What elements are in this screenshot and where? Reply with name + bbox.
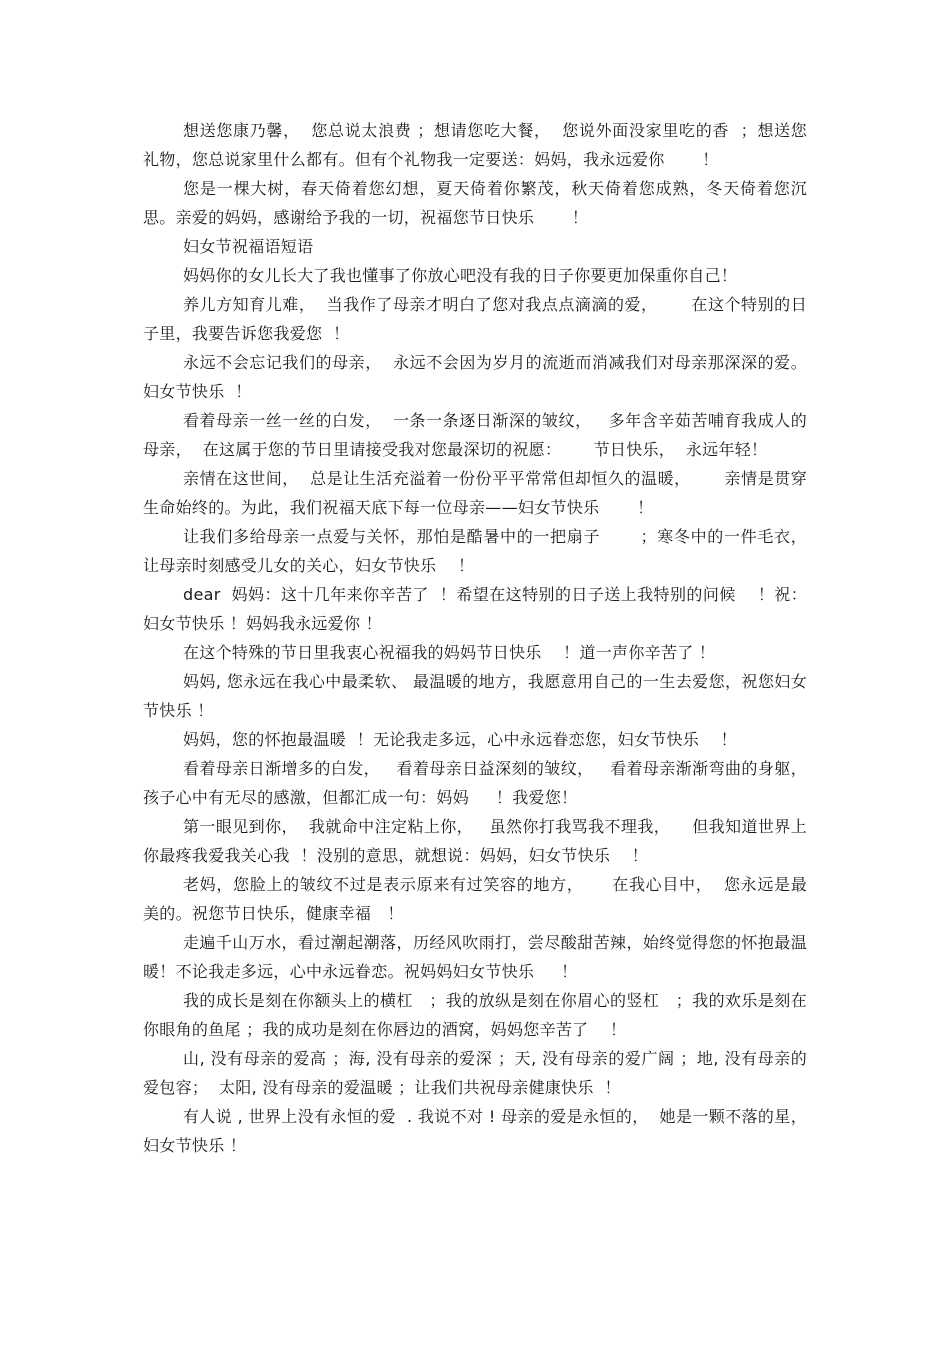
paragraph: 有人说 , 世界上没有永恒的爱 . 我说不对 ! 母亲的爱是永恒的， 她是一颗不落的星，妇女节快乐 ！ <box>143 1107 807 1155</box>
paragraph: 山, 没有母亲的爱高 ；海, 没有母亲的爱深 ；天, 没有母亲的爱广阔 ；地, 没有母亲的爱包容； 太阳, 没有母亲的爱温暖 ；让我们共祝母亲健康快乐 ！ <box>143 1049 807 1097</box>
paragraph: 我的成长是刻在你额头上的横杠 ；我的放纵是刻在你眉心的竖杠 ；我的欢乐是刻在你眼角的鱼尾 ；我的成功是刻在你唇边的酒窝，妈妈您辛苦了 ！ <box>143 991 807 1039</box>
paragraph: 在这个特殊的节日里我衷心祝福我的妈妈节日快乐 ！道一声你辛苦了 ！ <box>183 643 716 662</box>
paragraph: 让我们多给母亲一点爱与关怀，那怕是酷暑中的一把扇子 ；寒冬中的一件毛衣，让母亲时刻感受儿女的关心，妇女节快乐 ！ <box>143 527 807 575</box>
paragraph: 走遍千山万水，看过潮起潮落，历经风吹雨打，尝尽酸甜苦辣，始终觉得您的怀抱最温暖！不论我走多远，心中永远眷恋。祝妈妈妇女节快乐 ！ <box>143 933 807 981</box>
paragraph: 妈妈你的女儿长大了我也懂事了你放心吧没有我的日子你要更加保重你自己！ <box>183 266 738 285</box>
document-body <box>143 116 807 1160</box>
paragraph: 您是一棵大树，春天倚着您幻想，夏天倚着你繁茂，秋天倚着您成熟，冬天倚着您沉思。亲爱的妈妈，感谢给予我的一切，祝福您节日快乐 ！ <box>143 179 807 227</box>
paragraph: 看着母亲一丝一丝的白发， 一条一条逐日渐深的皱纹， 多年含辛茹苦哺育我成人的母亲， 在这属于您的节日里请接受我对您最深切的祝愿： 节日快乐， 永远年轻！ <box>143 411 807 459</box>
paragraph: 永远不会忘记我们的母亲， 永远不会因为岁月的流逝而消减我们对母亲那深深的爱。妇女节快乐 ！ <box>143 353 807 401</box>
paragraph: dear 妈妈：这十几年来你辛苦了 ！希望在这特别的日子送上我特别的问候 ！祝：妇女节快乐 ！妈妈我永远爱你 ！ <box>143 585 807 633</box>
paragraph: 老妈，您脸上的皱纹不过是表示原来有过笑容的地方， 在我心目中， 您永远是最美的。祝您节日快乐，健康幸福 ！ <box>143 875 807 923</box>
paragraph: 第一眼见到你， 我就命中注定粘上你， 虽然你打我骂我不理我， 但我知道世界上你最疼我爱我关心我 ！没别的意思，就想说：妈妈，妇女节快乐 ！ <box>143 817 807 865</box>
section-heading: 妇女节祝福语短语 <box>183 237 314 256</box>
paragraph: 妈妈，您的怀抱最温暖 ！无论我走多远，心中永远眷恋您，妇女节快乐 ！ <box>183 730 737 749</box>
paragraph: 亲情在这世间， 总是让生活充溢着一份份平平常常但却恒久的温暖， 亲情是贯穿生命始终的。为此，我们祝福天底下每一位母亲——妇女节快乐 ！ <box>143 469 807 517</box>
paragraph: 想送您康乃馨， 您总说太浪费 ；想请您吃大餐， 您说外面没家里吃的香 ；想送您礼物，您总说家里什么都有。但有个礼物我一定要送：妈妈，我永远爱你 ！ <box>143 121 807 169</box>
paragraph: 养儿方知育儿难， 当我作了母亲才明白了您对我点点滴滴的爱， 在这个特别的日子里，我要告诉您我爱您 ！ <box>143 295 807 343</box>
paragraph: 看着母亲日渐增多的白发， 看着母亲日益深刻的皱纹， 看着母亲渐渐弯曲的身躯，孩子心中有无尽的感激，但都汇成一句：妈妈 ！我爱您！ <box>143 759 807 807</box>
paragraph: 妈妈, 您永远在我心中最柔软、 最温暖的地方，我愿意用自己的一生去爱您，祝您妇女节快乐 ！ <box>143 672 807 720</box>
